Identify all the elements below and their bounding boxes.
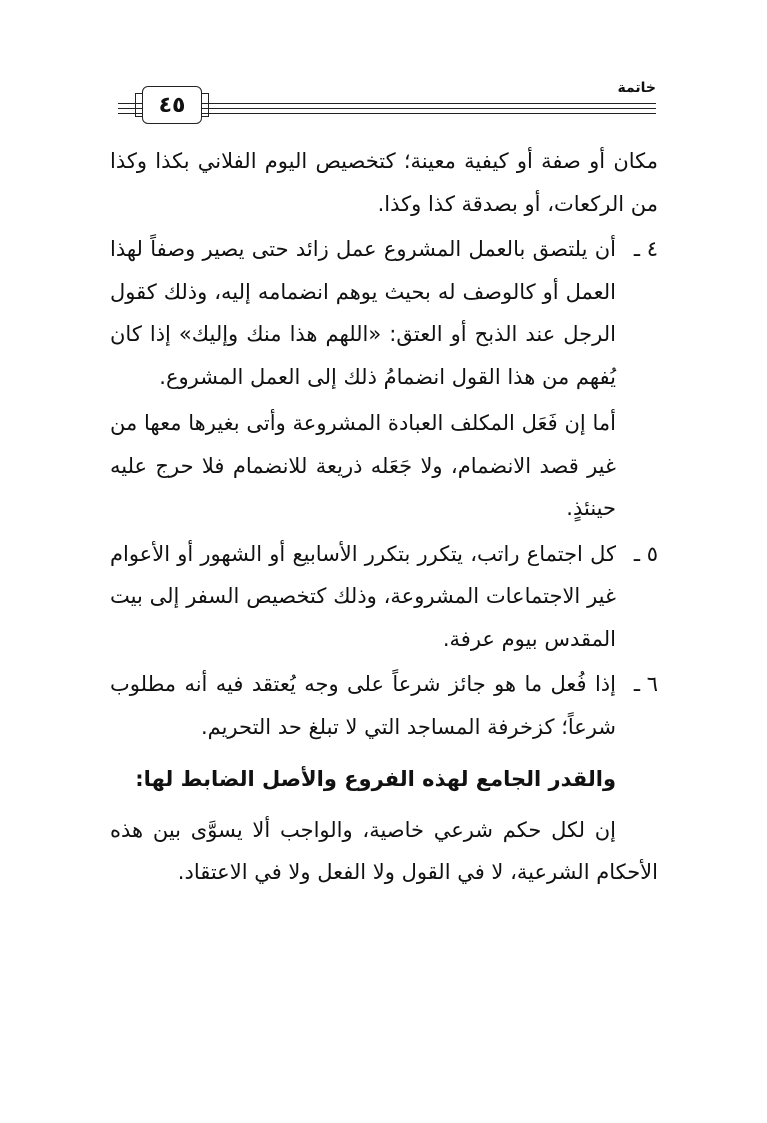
running-title: خاتمة	[617, 80, 656, 96]
item-number: ٦ ـ	[633, 672, 658, 696]
list-item-6	[110, 663, 658, 748]
section-heading: والقدر الجامع لهذه الفروع والأصل الضابط لها:	[135, 767, 616, 791]
item-4-note: أما إن فَعَل المكلف العبادة المشروعة وأتى بغيرها معها من غير قصد الانضمام، ولا جَعَله ذريعة للانضمام فلا حرج عليه حينئذٍ.	[110, 411, 616, 520]
item-text: أن يلتصق بالعمل المشروع عمل زائد حتى يصير وصفاً لهذا العمل أو كالوصف له بحيث يوهم انضمامه إليه، وذلك كقول الرجل عند الذبح أو العتق: «اللهم هذا منك وإليك» إذا كان يُفهم من هذا القول انضمامُ ذلك إلى العمل المشروع.	[110, 237, 616, 389]
item-number: ٤ ـ	[633, 237, 658, 261]
item-text: كل اجتماع راتب، يتكرر بتكرر الأسابيع أو الشهور أو الأعوام غير الاجتماعات المشروعة، وذلك كتخصيص السفر إلى بيت المقدس بيوم عرفة.	[110, 541, 616, 651]
item-text: إذا فُعل ما هو جائز شرعاً على وجه يُعتقد فيه أنه مطلوب شرعاً؛ كزخرفة المساجد التي لا تبلغ حد التحريم.	[110, 672, 616, 739]
page-number: ٤٥	[142, 86, 202, 124]
item-number: ٥ ـ	[633, 541, 658, 566]
list-item-5	[110, 533, 658, 661]
intro-paragraph: مكان أو صفة أو كيفية معينة؛ كتخصيص اليوم الفلاني بكذا وكذا من الركعات، أو بصدقة كذا وكذا.	[110, 149, 658, 216]
list-item-4	[110, 228, 658, 398]
closing-paragraph: إن لكل حكم شرعي خاصية، والواجب ألا يسوَّى بين هذه الأحكام الشرعية، لا في القول ولا الفعل ولا في الاعتقاد.	[110, 817, 658, 884]
page-body	[110, 140, 658, 894]
page-header	[118, 78, 656, 128]
